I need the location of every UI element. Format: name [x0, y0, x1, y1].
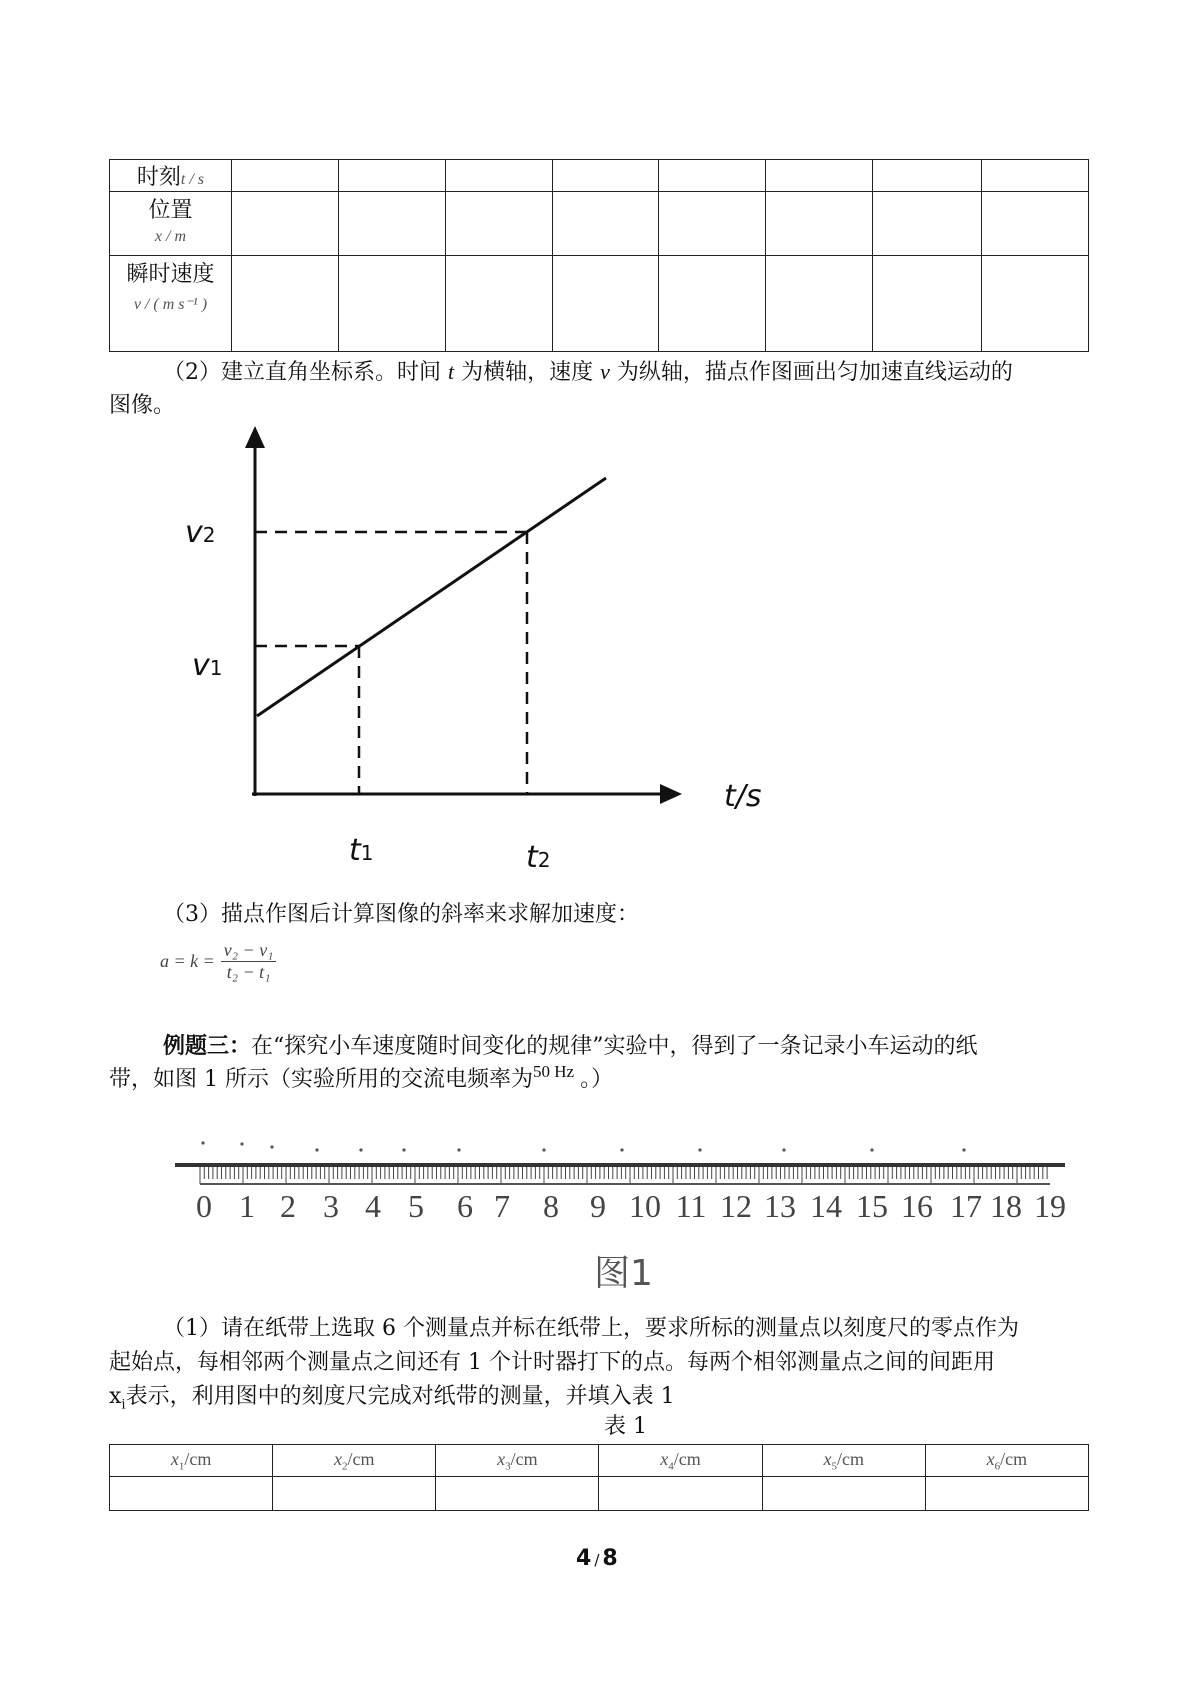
tape-dot: [620, 1148, 623, 1151]
t2-label: t2: [526, 840, 551, 875]
example3-line1: 例题三：在“探究小车速度随时间变化的规律”实验中，得到了一条记录小车运动的纸: [163, 1033, 978, 1059]
ruler-number: 9: [590, 1188, 606, 1224]
formula-numerator: v₂ − v₁: [221, 940, 277, 962]
table1-header-row: [110, 1445, 1089, 1477]
ruler-number: 18: [990, 1188, 1022, 1224]
ruler-number: 15: [856, 1188, 888, 1224]
table1-value-cell[interactable]: [436, 1477, 599, 1511]
table1-header-cell: $x_5/cm$: [762, 1445, 925, 1477]
table1-header-cell: $x_3/cm$: [436, 1445, 599, 1477]
ruler-number: 12: [720, 1188, 752, 1224]
table1-caption: 表 1: [604, 1414, 647, 1439]
tape-dot: [359, 1148, 362, 1151]
tape-dot: [782, 1148, 785, 1151]
example3-line2: 带，如图 1 所示（实验所用的交流电频率为$^{50 Hz}$ 。）: [109, 1062, 614, 1092]
tape-dot: [402, 1148, 405, 1151]
x-axis-label: t/s: [724, 779, 762, 814]
ruler-bottom-edge: [200, 1183, 1050, 1185]
paragraph-2-line1: （2）建立直角坐标系。时间 t 为横轴，速度 v 为纵轴，描点作图画出匀加速直线运动的: [163, 359, 1013, 385]
ruler-number: 2: [280, 1188, 296, 1224]
example3-title: 例题三：: [163, 1033, 252, 1059]
page-number: 4 / 8: [576, 1546, 618, 1571]
ruler-number: 14: [810, 1188, 842, 1224]
ruler-number: 17: [950, 1188, 982, 1224]
velocity-label: 瞬时速度: [126, 262, 215, 287]
tape-dot: [201, 1141, 204, 1144]
tape-dot: [698, 1148, 701, 1151]
ruler-number: 8: [543, 1188, 559, 1224]
figure-caption: 图1: [594, 1253, 653, 1294]
ruler-number: 3: [323, 1188, 339, 1224]
t1-label: t1: [349, 833, 374, 868]
v2-label: v2: [185, 515, 216, 550]
table1-header-cell: $x_4/cm$: [599, 1445, 762, 1477]
table1-header-cell: $x_2/cm$: [273, 1445, 436, 1477]
measurement-table: [109, 1444, 1089, 1511]
time-unit: t / s: [180, 171, 205, 188]
formula-denominator: t₂ − t₁: [226, 962, 271, 982]
table1-value-cell[interactable]: [925, 1477, 1088, 1511]
time-label: 时刻: [136, 165, 181, 190]
tape-dot: [542, 1148, 545, 1151]
question1-line2: 起始点，每相邻两个测量点之间还有 1 个计时器打下的点。每两个相邻测量点之间的间距用: [109, 1350, 995, 1375]
table1-value-cell[interactable]: [599, 1477, 762, 1511]
tape-dot: [315, 1148, 318, 1151]
ruler-number: 16: [901, 1188, 933, 1224]
table1-value-row: [110, 1477, 1089, 1511]
tape-dot: [240, 1142, 243, 1145]
table1-header-cell: $x_6/cm$: [925, 1445, 1088, 1477]
ruler-number: 1: [239, 1188, 255, 1224]
ruler-number-row: [0, 1188, 1191, 1224]
ruler-number: 7: [494, 1188, 510, 1224]
ruler-number: 19: [1034, 1188, 1066, 1224]
table1-value-cell[interactable]: [273, 1477, 436, 1511]
ruler-number: 0: [196, 1188, 212, 1224]
frequency-value: 50 Hz: [533, 1062, 575, 1081]
tape-dot: [962, 1148, 965, 1151]
paragraph-2-line2: 图像。: [109, 393, 176, 418]
position-unit: x / m: [154, 227, 186, 245]
v1-label: v1: [192, 648, 223, 683]
paragraph-3: （3）描点作图后计算图像的斜率来求解加速度：: [163, 902, 639, 927]
tape-dot: [270, 1145, 273, 1148]
table1-value-cell[interactable]: [762, 1477, 925, 1511]
tape-dot: [870, 1148, 873, 1151]
ruler-number: 11: [675, 1188, 707, 1224]
position-label: 位置: [148, 197, 193, 223]
ruler-number: 10: [629, 1188, 661, 1224]
question1-line3: $x_i$表示，利用图中的刻度尺完成对纸带的测量，并填入表 1: [109, 1384, 675, 1413]
ruler-top-edge: [175, 1163, 1065, 1167]
ruler-number: 5: [408, 1188, 424, 1224]
question1-line1: （1）请在纸带上选取 6 个测量点并标在纸带上，要求所标的测量点以刻度尺的零点作为: [163, 1316, 1019, 1341]
velocity-unit: v / ( m s⁻¹ ): [133, 296, 208, 313]
ruler-number: 13: [764, 1188, 796, 1224]
formula-lhs: a = k =: [160, 951, 215, 971]
table1-header-cell: $x_1/cm$: [110, 1445, 273, 1477]
tape-dot: [457, 1148, 460, 1151]
table1-value-cell[interactable]: [110, 1477, 273, 1511]
ruler-number: 6: [457, 1188, 473, 1224]
ruler-number: 4: [365, 1188, 381, 1224]
